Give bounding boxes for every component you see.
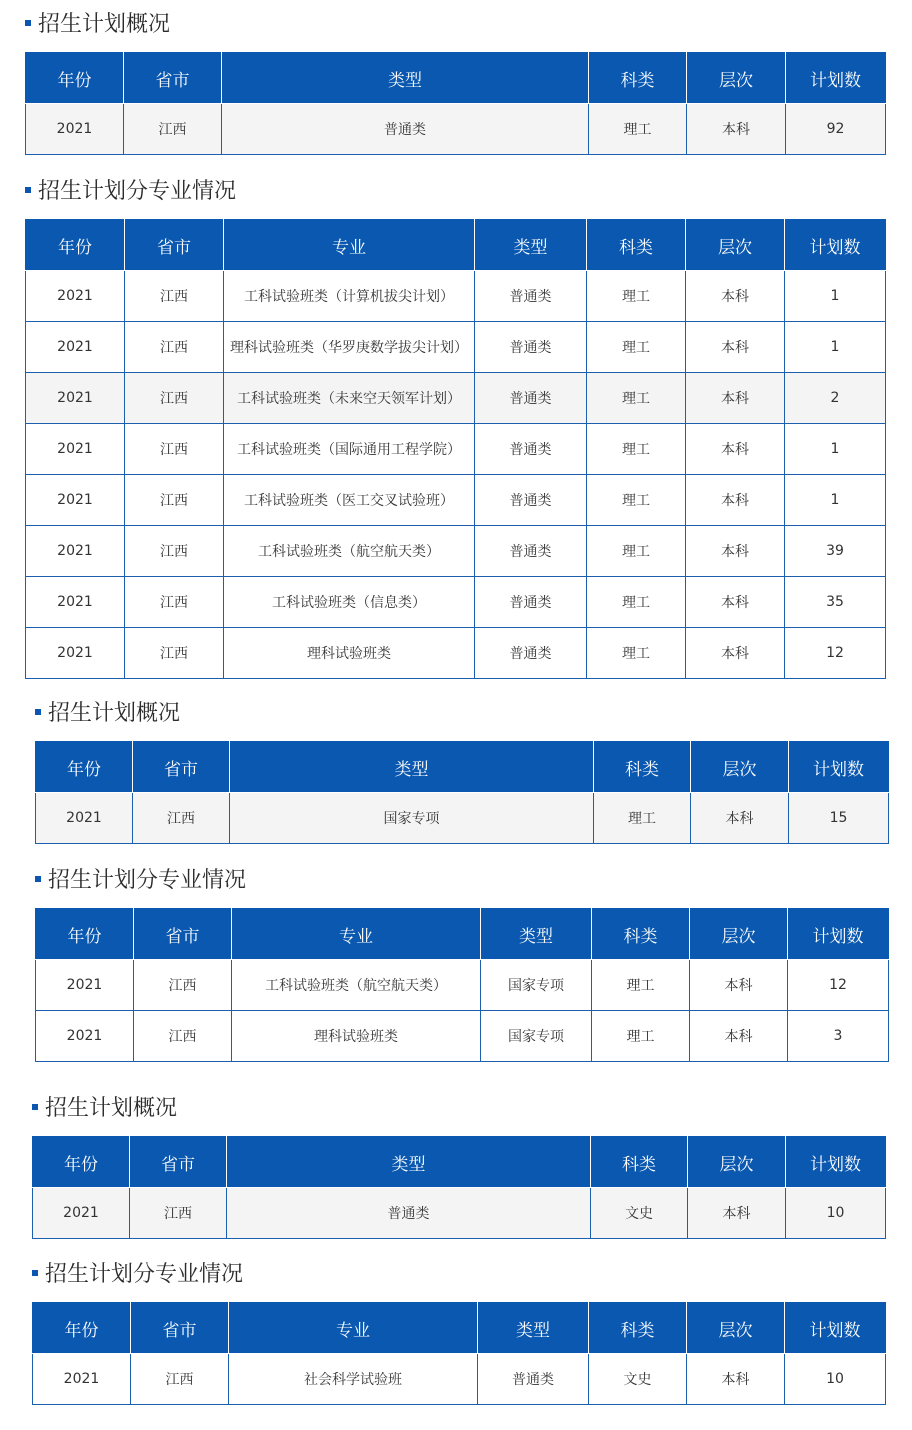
header-level: 层次 — [686, 220, 785, 271]
table-row — [26, 424, 886, 475]
cell-major: 理科试验班类 — [224, 628, 475, 679]
cell-level: 本科 — [687, 1354, 785, 1405]
table-row — [26, 271, 886, 322]
cell-quota: 35 — [785, 577, 886, 628]
header-province: 省市 — [131, 1303, 229, 1354]
cell-major: 工科试验班类（计算机拔尖计划） — [224, 271, 475, 322]
table-row — [33, 1354, 886, 1405]
header-category: 科类 — [594, 742, 691, 793]
cell-province: 江西 — [134, 1011, 232, 1062]
header-quota: 计划数 — [785, 220, 886, 271]
section-title — [35, 698, 180, 730]
cell-category: 理工 — [587, 271, 686, 322]
header-year: 年份 — [26, 53, 124, 104]
cell-quota: 10 — [786, 1188, 886, 1239]
cell-year: 2021 — [36, 1011, 134, 1062]
cell-category: 理工 — [587, 628, 686, 679]
cell-year: 2021 — [26, 628, 125, 679]
table-row — [36, 1011, 889, 1062]
section-majors-1 — [25, 176, 885, 680]
cell-type: 普通类 — [475, 475, 587, 526]
cell-type: 普通类 — [475, 577, 587, 628]
cell-type: 普通类 — [475, 526, 587, 577]
cell-quota: 2 — [785, 373, 886, 424]
cell-level: 本科 — [686, 628, 785, 679]
section-title-text: 招生计划概况 — [38, 12, 171, 37]
cell-quota: 1 — [785, 475, 886, 526]
cell-type: 普通类 — [475, 373, 587, 424]
header-level: 层次 — [688, 1137, 786, 1188]
header-type: 类型 — [230, 742, 594, 793]
cell-level: 本科 — [690, 1011, 788, 1062]
cell-type: 普通类 — [475, 628, 587, 679]
cell-type: 普通类 — [475, 322, 587, 373]
cell-level: 本科 — [686, 526, 785, 577]
bullet-icon — [25, 20, 31, 26]
section-title-text: 招生计划分专业情况 — [38, 179, 237, 204]
section-overview-2 — [35, 698, 888, 844]
cell-category: 理工 — [594, 793, 691, 844]
overview-table — [35, 741, 889, 844]
header-category: 科类 — [591, 1137, 688, 1188]
cell-province: 江西 — [133, 793, 230, 844]
cell-category: 理工 — [587, 322, 686, 373]
cell-year: 2021 — [26, 104, 124, 155]
table-header-row — [26, 220, 886, 271]
majors-table — [32, 1302, 886, 1405]
cell-province: 江西 — [125, 577, 224, 628]
cell-major: 工科试验班类（未来空天领军计划） — [224, 373, 475, 424]
header-type: 类型 — [222, 53, 589, 104]
header-major: 专业 — [232, 909, 481, 960]
cell-level: 本科 — [686, 424, 785, 475]
bullet-icon — [35, 709, 41, 715]
header-type: 类型 — [478, 1303, 589, 1354]
table-header-row — [26, 53, 886, 104]
cell-level: 本科 — [688, 1188, 786, 1239]
cell-type: 国家专项 — [481, 960, 592, 1011]
cell-province: 江西 — [125, 475, 224, 526]
header-province: 省市 — [130, 1137, 227, 1188]
cell-level: 本科 — [686, 322, 785, 373]
cell-quota: 3 — [788, 1011, 889, 1062]
section-title-text: 招生计划概况 — [45, 1096, 178, 1121]
cell-year: 2021 — [33, 1354, 131, 1405]
table-row — [36, 793, 889, 844]
cell-level: 本科 — [686, 271, 785, 322]
cell-year: 2021 — [26, 577, 125, 628]
cell-province: 江西 — [125, 322, 224, 373]
cell-quota: 1 — [785, 424, 886, 475]
header-major: 专业 — [224, 220, 475, 271]
table-row — [33, 1188, 886, 1239]
header-year: 年份 — [26, 220, 125, 271]
header-category: 科类 — [589, 1303, 687, 1354]
cell-year: 2021 — [26, 424, 125, 475]
table-row — [26, 104, 886, 155]
section-majors-2 — [35, 865, 888, 1062]
cell-major: 社会科学试验班 — [229, 1354, 478, 1405]
table-header-row — [36, 909, 889, 960]
header-year: 年份 — [33, 1303, 131, 1354]
table-row — [26, 577, 886, 628]
cell-type: 普通类 — [227, 1188, 591, 1239]
bullet-icon — [25, 187, 31, 193]
header-level: 层次 — [687, 1303, 785, 1354]
table-row — [26, 526, 886, 577]
header-quota: 计划数 — [786, 53, 886, 104]
section-title — [32, 1259, 243, 1291]
table-row — [36, 960, 889, 1011]
cell-type: 普通类 — [475, 424, 587, 475]
overview-table — [25, 52, 886, 155]
cell-quota: 39 — [785, 526, 886, 577]
cell-quota: 1 — [785, 271, 886, 322]
cell-province: 江西 — [125, 373, 224, 424]
header-province: 省市 — [133, 742, 230, 793]
section-title — [25, 176, 236, 208]
cell-type: 国家专项 — [230, 793, 594, 844]
section-overview-3 — [32, 1093, 885, 1239]
cell-category: 文史 — [589, 1354, 687, 1405]
cell-province: 江西 — [125, 628, 224, 679]
cell-year: 2021 — [36, 960, 134, 1011]
table-row — [26, 322, 886, 373]
cell-province: 江西 — [134, 960, 232, 1011]
cell-category: 理工 — [592, 960, 690, 1011]
cell-province: 江西 — [125, 271, 224, 322]
cell-level: 本科 — [691, 793, 789, 844]
section-title — [25, 9, 170, 41]
cell-type: 普通类 — [478, 1354, 589, 1405]
section-title-text: 招生计划分专业情况 — [45, 1262, 244, 1287]
bullet-icon — [35, 876, 41, 882]
header-quota: 计划数 — [789, 742, 889, 793]
cell-province: 江西 — [125, 424, 224, 475]
majors-table — [25, 219, 886, 679]
cell-major: 工科试验班类（国际通用工程学院） — [224, 424, 475, 475]
header-level: 层次 — [690, 909, 788, 960]
cell-major: 工科试验班类（信息类） — [224, 577, 475, 628]
table-row — [26, 373, 886, 424]
header-year: 年份 — [36, 742, 133, 793]
header-category: 科类 — [589, 53, 687, 104]
cell-year: 2021 — [26, 526, 125, 577]
header-province: 省市 — [125, 220, 224, 271]
cell-quota: 10 — [785, 1354, 886, 1405]
cell-quota: 92 — [786, 104, 886, 155]
header-level: 层次 — [691, 742, 789, 793]
cell-category: 理工 — [587, 475, 686, 526]
cell-major: 理科试验班类 — [232, 1011, 481, 1062]
cell-quota: 12 — [788, 960, 889, 1011]
section-title-text: 招生计划概况 — [48, 701, 181, 726]
cell-type: 普通类 — [222, 104, 589, 155]
section-title — [32, 1093, 177, 1125]
cell-major: 工科试验班类（航空航天类） — [232, 960, 481, 1011]
cell-major: 理科试验班类（华罗庚数学拔尖计划） — [224, 322, 475, 373]
cell-type: 普通类 — [475, 271, 587, 322]
cell-province: 江西 — [125, 526, 224, 577]
table-header-row — [33, 1303, 886, 1354]
header-category: 科类 — [587, 220, 686, 271]
cell-quota: 12 — [785, 628, 886, 679]
header-type: 类型 — [227, 1137, 591, 1188]
header-quota: 计划数 — [788, 909, 889, 960]
header-quota: 计划数 — [786, 1137, 886, 1188]
cell-level: 本科 — [686, 373, 785, 424]
header-province: 省市 — [134, 909, 232, 960]
header-year: 年份 — [33, 1137, 130, 1188]
cell-category: 理工 — [587, 373, 686, 424]
cell-level: 本科 — [686, 577, 785, 628]
cell-type: 国家专项 — [481, 1011, 592, 1062]
cell-year: 2021 — [26, 322, 125, 373]
section-title-text: 招生计划分专业情况 — [48, 868, 247, 893]
cell-category: 理工 — [589, 104, 687, 155]
cell-year: 2021 — [26, 475, 125, 526]
cell-category: 理工 — [587, 424, 686, 475]
header-year: 年份 — [36, 909, 134, 960]
bullet-icon — [32, 1270, 38, 1276]
header-type: 类型 — [475, 220, 587, 271]
cell-category: 理工 — [592, 1011, 690, 1062]
cell-province: 江西 — [124, 104, 222, 155]
cell-level: 本科 — [690, 960, 788, 1011]
cell-province: 江西 — [130, 1188, 227, 1239]
bullet-icon — [32, 1104, 38, 1110]
cell-quota: 15 — [789, 793, 889, 844]
header-province: 省市 — [124, 53, 222, 104]
cell-level: 本科 — [686, 475, 785, 526]
header-type: 类型 — [481, 909, 592, 960]
header-level: 层次 — [687, 53, 786, 104]
cell-year: 2021 — [33, 1188, 130, 1239]
cell-year: 2021 — [26, 373, 125, 424]
header-category: 科类 — [592, 909, 690, 960]
cell-category: 文史 — [591, 1188, 688, 1239]
cell-category: 理工 — [587, 526, 686, 577]
cell-major: 工科试验班类（医工交叉试验班） — [224, 475, 475, 526]
cell-province: 江西 — [131, 1354, 229, 1405]
table-header-row — [36, 742, 889, 793]
cell-major: 工科试验班类（航空航天类） — [224, 526, 475, 577]
cell-quota: 1 — [785, 322, 886, 373]
section-majors-3 — [32, 1259, 885, 1405]
overview-table — [32, 1136, 886, 1239]
section-overview-1 — [25, 9, 885, 155]
header-quota: 计划数 — [785, 1303, 886, 1354]
table-header-row — [33, 1137, 886, 1188]
section-title — [35, 865, 246, 897]
cell-category: 理工 — [587, 577, 686, 628]
table-row — [26, 628, 886, 679]
cell-year: 2021 — [26, 271, 125, 322]
cell-year: 2021 — [36, 793, 133, 844]
majors-table — [35, 908, 889, 1062]
table-row — [26, 475, 886, 526]
cell-level: 本科 — [687, 104, 786, 155]
header-major: 专业 — [229, 1303, 478, 1354]
